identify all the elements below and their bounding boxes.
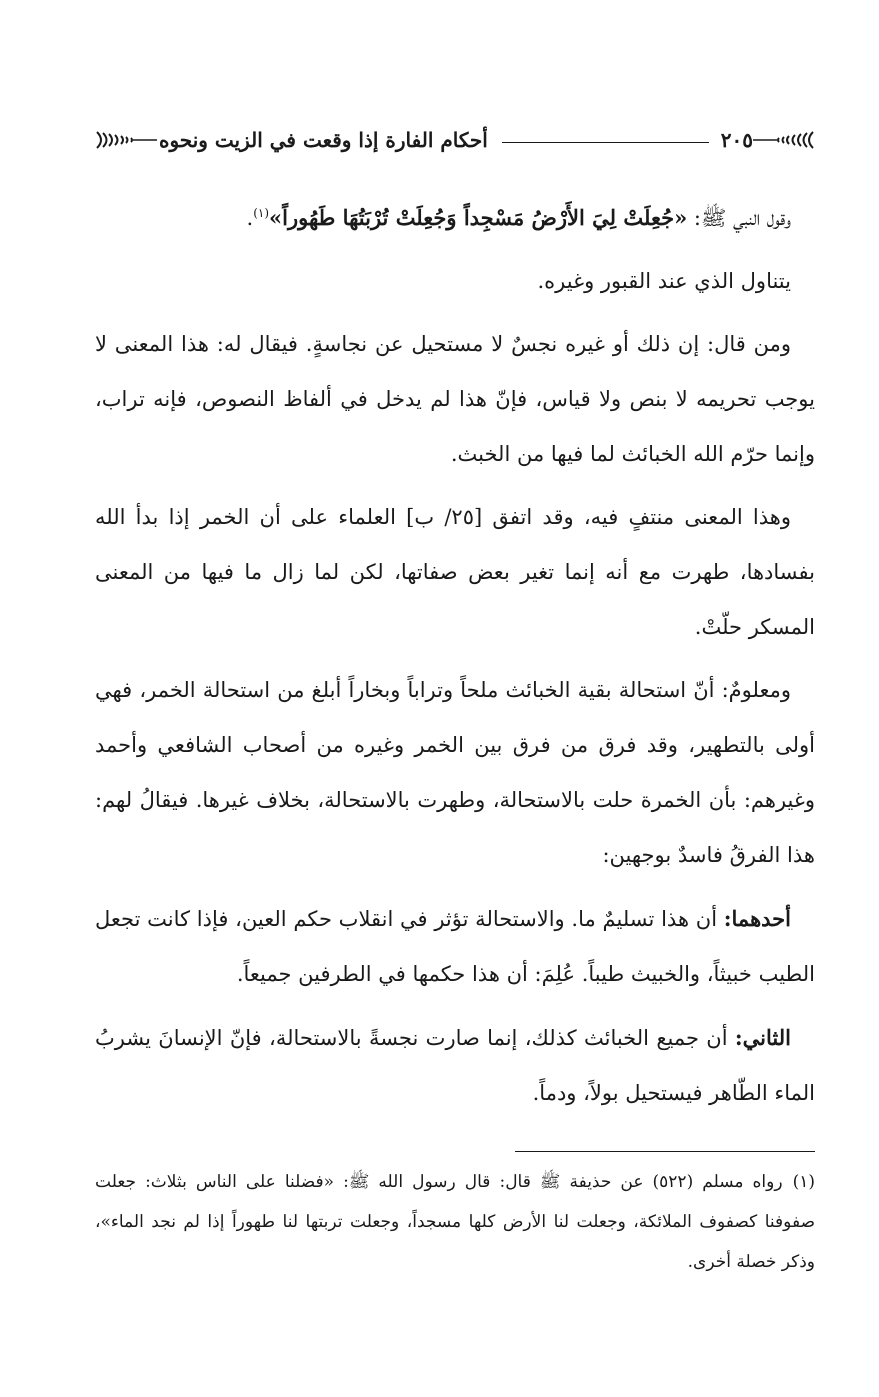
first-point-text: أن هذا تسليمٌ ما. والاستحالة تؤثر في انقلاب حكم العين، فإذا كانت تجعل الطيب خبيثاً، والخبيث طيباً. عُلِمَ: أن هذا حكمها في الطرفين جميعاً. bbox=[95, 907, 815, 986]
paragraph-5: ومعلومٌ: أنّ استحالة بقية الخبائث ملحاً وتراباً وبخاراً أبلغ من استحالة الخمر، فهي أولى بالتطهير، وقد فرق من فرق بين الخمر وغيره من أصحاب الشافعي وأحمد وغيرهم: بأن الخمرة حلت بالاستحالة، وطهرت بالاستحالة، بخلاف غيرها. فيقالُ لهم: هذا الفرقُ فاسدٌ بوجهين: bbox=[95, 678, 815, 867]
footnote-separator bbox=[515, 1151, 815, 1152]
hadith-quote: «جُعِلَتْ لِيَ الأَرْضُ مَسْجِداً وَجُعِلَتْ تُرْبَتُهَا طَهُوراً» bbox=[269, 205, 688, 230]
left-ornament-icon bbox=[753, 129, 815, 151]
header-rule bbox=[502, 142, 709, 143]
paragraph-4: وهذا المعنى منتفٍ فيه، وقد اتفق [٢٥/ ب] العلماء على أن الخمر إذا بدأ الله بفسادها، طهرت مع أنه إنما تغير بعض صفاتها، لكن لما زال ما فيها من المعنى المسكر حلّتْ. bbox=[95, 505, 815, 639]
footnote-1 bbox=[95, 1162, 815, 1282]
running-header bbox=[95, 118, 815, 162]
main-text bbox=[95, 190, 815, 1121]
page-number: ٢٠٥ bbox=[720, 128, 753, 152]
second-point-text: أن جميع الخبائث كذلك، إنما صارت نجسةً بالاستحالة، فإنّ الإنسانَ يشربُ الماء الطّاهر فيستحيل بولاً، ودماً. bbox=[95, 1026, 815, 1105]
right-ornament-icon bbox=[95, 129, 157, 151]
paragraph-3: ومن قال: إن ذلك أو غيره نجسٌ لا مستحيل عن نجاسةٍ. فيقال له: هذا المعنى لا يوجب تحريمه لا بنص ولا قياس، فإنّ هذا لم يدخل في ألفاظ النصوص، فإنه تراب، وإنما حرّم الله الخبائث لما فيها من الخبث. bbox=[95, 332, 815, 466]
footnotes bbox=[95, 1162, 815, 1282]
second-point-label: الثاني: bbox=[734, 1025, 791, 1050]
footnote-marker: (١) bbox=[792, 1172, 815, 1192]
hadith-end: . bbox=[246, 206, 254, 230]
running-title: أحكام الفارة إذا وقعت في الزيت ونحوه bbox=[159, 128, 488, 152]
paragraph-2: يتناول الذي عند القبور وغيره. bbox=[537, 269, 791, 293]
footnote-text: رواه مسلم (٥٢٢) عن حذيفة ﷺ قال: قال رسول الله ﷺ: «فضلنا على الناس بثلاث: جعلت صفوفنا كصفوف الملائكة، وجعلت لنا الأرض كلها مسجداً، وجعلت تربتها لنا طهوراً إذا لم نجد الماء»، وذكر خصلة أخرى. bbox=[95, 1172, 815, 1272]
paragraph-6 bbox=[95, 891, 815, 1002]
paragraph-hadith bbox=[95, 190, 815, 246]
footnote-reference[interactable]: (١) bbox=[253, 206, 270, 220]
book-page bbox=[95, 118, 815, 1282]
first-point-label: أحدهما: bbox=[723, 906, 791, 931]
paragraph-7 bbox=[95, 1010, 815, 1121]
hadith-intro: وقول النبي ﷺ: bbox=[687, 206, 791, 230]
